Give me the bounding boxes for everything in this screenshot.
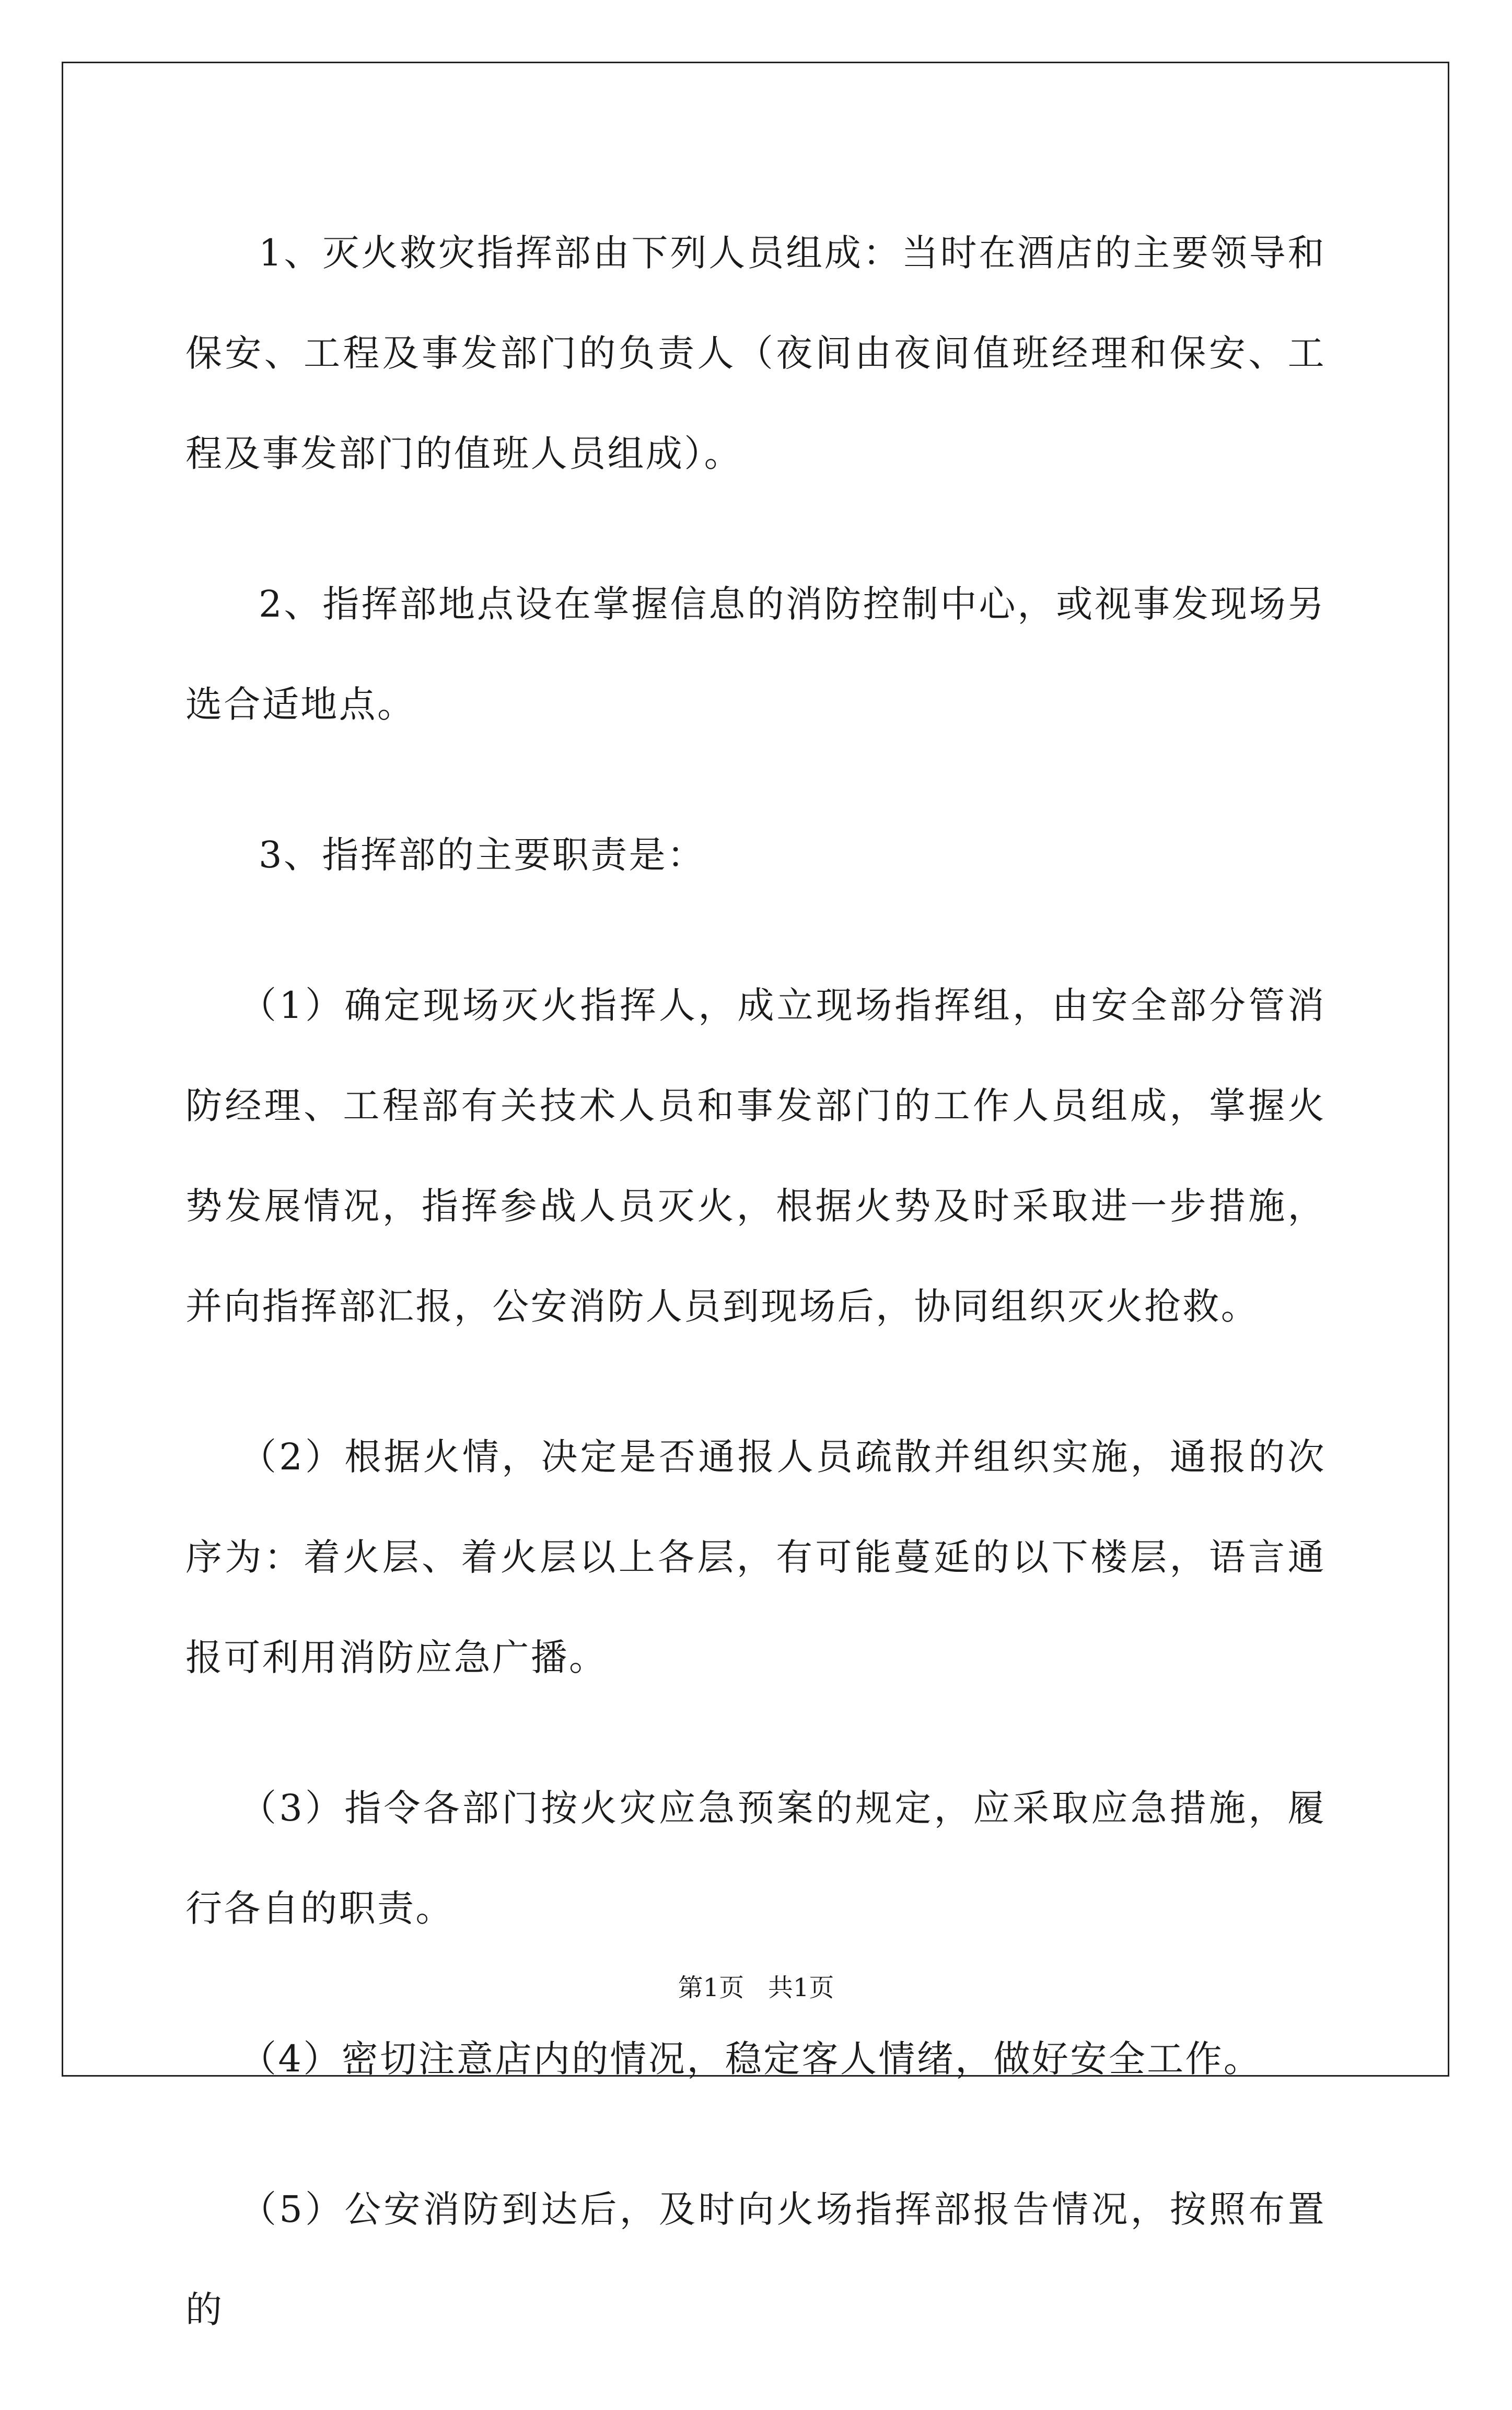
paragraph-1: 1、灭火救灾指挥部由下列人员组成：当时在酒店的主要领导和保安、工程及事发部门的负责人（夜间由夜间值班经理和保安、工程及事发部门的值班人员组成）。: [185, 231, 1326, 475]
paragraph-3-4: （4）密切注意店内的情况，稳定客人情绪，做好安全工作。: [240, 2037, 1262, 2080]
paragraph-3-1: （1）确定现场灭火指挥人，成立现场指挥组，由安全部分管消防经理、工程部有关技术人员和事发部门的工作人员组成，掌握火势发展情况，指挥参战人员灭火，根据火势及时采取进一步措施，并向指挥部汇报，公安消防人员到现场后，协同组织灭火抢救。: [185, 984, 1326, 1328]
paragraph-3-3: （3）指令各部门按火灾应急预案的规定，应采取应急措施，履行各自的职责。: [185, 1787, 1326, 1930]
paragraph-3: 3、指挥部的主要职责是：: [259, 833, 706, 876]
document-body: [185, 203, 1326, 2410]
paragraph-3-5: （5）公安消防到达后，及时向火场指挥部报告情况，按照布置的: [185, 2188, 1326, 2331]
page-number-footer: 第1页 共1页: [678, 1973, 834, 2002]
paragraph-2: 2、指挥部地点设在掌握信息的消防控制中心，或视事发现场另选合适地点。: [185, 583, 1326, 726]
paragraph-3-2: （2）根据火情，决定是否通报人员疏散并组织实施，通报的次序为：着火层、着火层以上各层，有可能蔓延的以下楼层，语言通报可利用消防应急广播。: [185, 1435, 1326, 1679]
